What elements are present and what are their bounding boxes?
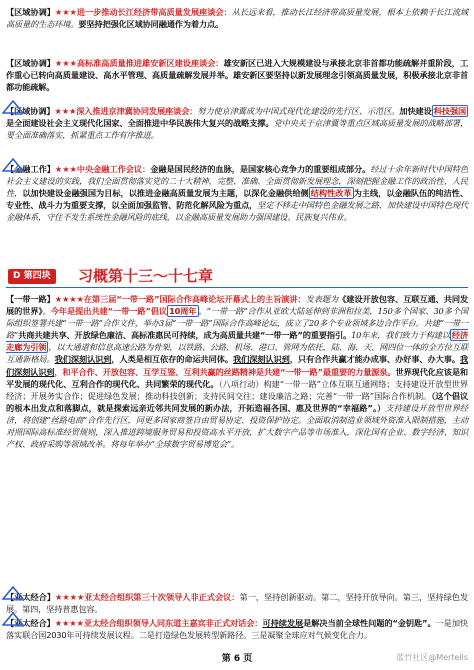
star-rating: ★★★	[54, 58, 77, 68]
highlight-keyword: 结构性改革	[310, 188, 352, 199]
highlight-keyword: 10周年	[169, 306, 197, 317]
section-header	[6, 267, 468, 288]
star-rating: ★★★★	[55, 592, 85, 602]
paragraph-tag: 【一带一路】	[6, 294, 55, 304]
paragraph-tag: 【区域协调】	[6, 7, 55, 17]
paragraph-tag: 【区域协调】	[6, 106, 55, 116]
section-title: 习概第十三～十七章	[78, 267, 214, 285]
triangle-marker-icon	[2, 100, 24, 114]
star-rating: ★★★	[54, 164, 77, 174]
highlight-keyword: 经济走廊为引领	[6, 330, 469, 353]
page-number: 第 6 页	[221, 654, 253, 664]
paragraph-heading: 在第三届“一带一路”国际合作高峰论坛开幕式上的主旨演讲：	[83, 294, 306, 304]
section-badge: D 第四块	[8, 269, 56, 284]
star-rating: ★★★	[54, 7, 77, 17]
paragraph-jingjinji: 【区域协调】★★★深入推进京津冀协同发展座谈会：努力使京津冀成为中国式现代化建设的先行区、示范区。加快建设 科技强国是全面建设社会主义现代化国家、全面推进中华民族伟大复兴的战略支撑。党中央关于京津冀等重点区域高质量发展的战略部署，要全面准确落实，抓紧重点工作有序推进。	[6, 106, 468, 141]
paragraph-yangtze: 【区域协调】★★★进一步推动长江经济带高质量发展座谈会：从长远来看，推动长江经济带高质量发展，根本上依赖于长江流域高质量的生态环境。要坚持把强化区域协同融通作为着力点。	[6, 7, 469, 30]
paragraph-heading: 亚太经合组织第三十次领导人非正式会议：	[84, 592, 240, 602]
star-rating: ★★★★	[54, 618, 84, 628]
paragraph-tag: 【金融工作】	[6, 164, 55, 174]
paragraph-xiongan: 【区域协调】★★★高标准高质量推进雄安新区建设座谈会：雄安新区已进入大规模建设与承接北京非首都功能疏解并重阶段，工作重心已转向高质量建设、高水平管理、高质量疏解发展并举。雄安新区要坚持以新发展理念引领高质量发展，积极承接北京非首都功能疏解。	[6, 58, 468, 93]
paragraph-finance: 【金融工作】★★★中央金融工作会议：金融是国民经济的血脉，是国家核心竞争力的重要组成部分。经过十余年新时代中国特色社会主义建设的实践，我们全面贯彻落实党的二十大精神，完整、准确、全面贯彻新发展理念，深刻把握金融工作的政治性、人民性，以加快建设金融强国为目标，以推进金融高质量发展为主题，以深化金融供给侧 结构性改革 为主线，以金融队伍的纯洁性、专业性、战斗力为重要支撑，以全面加强监管、防范化解风险为重点，坚定不移走中国特色金融发展之路，加快建设中国特色现代金融体系，守住不发生系统性金融风险的底线，以金融高质量发展助力强国建设、民族复兴伟业。	[6, 164, 469, 223]
star-rating: ★★★	[54, 106, 77, 116]
speech-title: 《建设开放包容、互联互通、共同发展的世界》	[6, 294, 468, 317]
paragraph-apec-30: 【亚太经合】★★★★亚太经合组织第三十次领导人非正式会议：第一，坚持创新驱动。第二，坚持开放导向。第三，坚持绿色发展。第四，坚持普惠包容。	[6, 592, 468, 615]
paragraph-belt-and-road: 【一带一路】★★★★在第三届“一带一路”国际合作高峰论坛开幕式上的主旨演讲：发表题为《建设开放包容、互联互通、共同发展的世界》。今年是提出共建“一带一路”倡议 10周年 。“一带一路”合作从亚欧大陆延伸到非洲和拉美，150多个国家、30多个国际组织签署共建“一带一路”合作文件，举办3届“一带一路”国际合作高峰论坛，成立了20多个专业领域多边合作平台。共建“一带一路”共商共建共享、开放绿色廉洁、高标准惠民可持续，成为高质量共建“一带一路”的重要指引。10年来，我们致力于构建以 经济走廊为引领 ，以大通道和信息高速公路为骨架，以铁路、公路、机场、港口、管网为依托，陆、海、天、网四位一体的全方位互联互通新格局。我们深刻认识到，人类是相互依存的命运共同体。我们深刻认识到，只有合作共赢才能办成事、办好事、办大事。我们深刻认识到，和平合作、开放包容、互学互鉴、互利共赢的丝路精神是共建“一带一路”最重要的力量源泉。世界现代化应该是和平发展的现代化、互利合作的现代化、共同繁荣的现代化。（八项行动）构建“一带一路”立体互联互通网络；支持建设开放型世界经济；开展务实合作；促进绿色发展；推动科技创新；支持民间交往；建设廉洁之路；完善“一带一路”国际合作机制。（这个倡议的根本出发点和落脚点，就是探索远亲近邻共同发展的新办法，开拓造福各国、惠及世界的“幸福路”。）支持建设开放型世界经济，将创建“丝路电商”合作先行区，同更多国家商签自由贸易协定、投资保护协定。全面取消制造业领域外资准入限制措施，主动对照国际高标准经贸规则，深入推进跨境服务贸易和投资高水平开放，扩大数字产品等市场准入，深化国有企业、数字经济、知识产权、政府采购等领域改革。将每年举办“全球数字贸易博览会”。	[6, 294, 469, 450]
paragraph-heading: 进一步推动长江经济带高质量发展座谈会：	[76, 7, 232, 17]
paragraph-apec-dialogue: 【亚太经合】★★★★亚太经合组织领导人同东道主嘉宾非正式对话会：可持续发展是解决当前全球性问题的“金钥匙”。一是加快落实联合国2030年可持续发展议程。二是打造绿色发展转型新路径。三是凝聚全球应对气候变化合力。	[6, 618, 468, 641]
paragraph-tag: 【亚太经合】	[6, 618, 55, 628]
paragraph-heading: 中央金融工作会议：	[76, 164, 151, 174]
watermark: 蓝竹社区@Mertells	[396, 653, 468, 662]
triangle-marker-icon	[2, 158, 24, 172]
highlight-keyword: 科技强国	[433, 106, 466, 116]
paragraph-heading: 高标准高质量推进雄安新区建设座谈会：	[76, 58, 224, 68]
paragraph-tag: 【亚太经合】	[6, 592, 55, 602]
paragraph-heading: 深入推进京津冀协同发展座谈会：	[76, 106, 198, 116]
paragraph-tag: 【区域协调】	[6, 58, 55, 68]
triangle-marker-icon	[2, 586, 24, 600]
paragraph-heading: 亚太经合组织领导人同东道主嘉宾非正式对话会：	[83, 618, 263, 628]
star-rating: ★★★★	[54, 294, 84, 304]
triangle-marker-icon	[2, 612, 24, 626]
